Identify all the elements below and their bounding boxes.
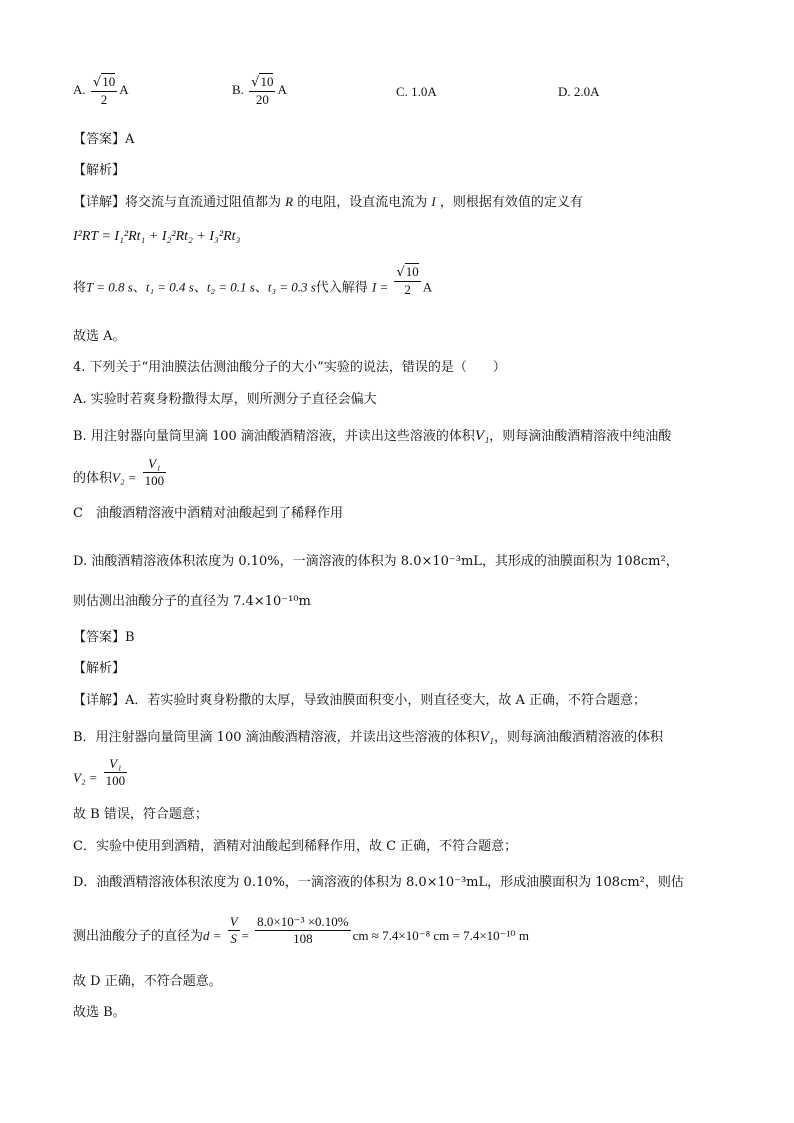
detail-text: ，则每滴油酸酒精溶液的体积 <box>494 730 664 745</box>
result-fraction: $\frac{√10}{2}$ <box>396 264 419 297</box>
q4-option-a: A. 实验时若爽身粉撒得太厚，则所测分子直径会偏大 <box>73 392 377 407</box>
detail-c-q4: C．实验中使用到酒精，酒精对油酸起到稀释作用，故 C 正确，不符合题意； <box>73 839 518 854</box>
option-a-q3 <box>73 74 129 108</box>
numerator: 8.0×10⁻³ ×0.10% <box>257 914 349 929</box>
option-text: 的体积 <box>73 471 113 486</box>
symbol-v1: V₁ <box>479 729 495 745</box>
denominator: 2 <box>404 282 411 297</box>
numerator: V₁ <box>104 756 128 773</box>
option-c-q3: C. 1.0A <box>396 84 437 99</box>
separator: 、 <box>193 280 207 296</box>
fraction <box>104 756 128 789</box>
separator: 、 <box>254 280 268 296</box>
numerator: 10 <box>260 74 274 89</box>
detail-text: ，则根据有效值的定义有 <box>439 195 583 210</box>
value-t: T = 0.8 s <box>86 279 133 295</box>
denominator: 100 <box>144 473 165 488</box>
value-t1: t₁ = 0.4 s <box>145 279 194 295</box>
sub-text: 将 <box>73 280 87 296</box>
detail-b-formula-q4 <box>73 756 129 789</box>
option-text: ，则每滴油酸酒精溶液中纯油酸 <box>489 429 672 444</box>
denominator: 20 <box>255 92 269 107</box>
detail-q3 <box>73 193 583 212</box>
q4-option-b <box>73 427 671 446</box>
question-4-stem: 4. 下列关于“用油膜法估测油酸分子的大小”实验的说法，错误的是（ ） <box>73 360 506 375</box>
q4-option-d-cont: 则估测出油酸分子的直径为 7.4×10⁻¹⁰m <box>73 594 311 609</box>
fraction-vs <box>228 914 240 947</box>
fraction: $\frac{√10}{2}$ <box>92 74 116 107</box>
q4-option-c: C 油酸酒精溶液中酒精对油酸起到了稀释作用 <box>73 506 343 521</box>
option-label: B. <box>232 81 244 97</box>
detail-a-q4: 【详解】A．若实验时爽身粉撒的太厚，导致油膜面积变小，则直径变大，故 A 正确，不符合题意； <box>73 693 647 708</box>
substitution-q3 <box>73 264 433 298</box>
denominator: S <box>230 931 237 946</box>
numerator: V <box>229 914 238 929</box>
detail-d-conclusion-q4: 故 D 正确，不符合题意。 <box>73 974 222 989</box>
denominator: 100 <box>105 773 126 788</box>
unit: A <box>277 81 287 97</box>
value-t2: t₂ = 0.1 s <box>206 279 255 295</box>
detail-text: 【详解】将交流与直流通过阻值都为 <box>73 195 282 210</box>
value-t3: t₃ = 0.3 s <box>267 279 316 295</box>
option-text: B. 用注射器向量筒里滴 100 滴油酸酒精溶液，并读出这些溶液的体积 <box>73 429 475 444</box>
answer-q3: 【答案】A <box>73 132 135 147</box>
symbol-v1: V₁ <box>474 428 490 444</box>
conclusion-q4: 故选 B。 <box>73 1005 126 1020</box>
q4-option-b-cont <box>73 456 168 489</box>
detail-d-formula-q4 <box>73 914 530 947</box>
unit: A <box>119 81 129 97</box>
symbol-v2: V₂ = <box>73 770 98 785</box>
option-d-q3: D. 2.0A <box>558 84 600 99</box>
detail-text: B．用注射器向量筒里滴 100 滴油酸酒精溶液，并读出这些溶液的体积 <box>73 730 480 745</box>
numerator: V₁ <box>143 456 167 473</box>
fraction-value <box>255 914 351 947</box>
detail-b-conclusion-q4: 故 B 错误，符合题意； <box>73 807 208 822</box>
numerator: 10 <box>405 264 419 279</box>
option-b-q3 <box>232 74 287 108</box>
fraction: $\frac{√10}{20}$ <box>251 74 274 107</box>
symbol-i: I <box>431 194 436 209</box>
analysis-heading-q3: 【解析】 <box>73 163 126 178</box>
conclusion-q3: 故选 A。 <box>73 329 126 344</box>
equation-q3: I²RT = I₁²Rt₁ + I₂²Rt₂ + I₃²Rt₃ <box>73 229 241 244</box>
detail-d-q4: D．油酸酒精溶液体积浓度为 0.10%，一滴溶液的体积为 8.0×10⁻³mL，形成油膜面积为 108cm²，则估 <box>73 875 684 890</box>
denominator: 108 <box>293 931 313 946</box>
equals: = <box>241 928 249 943</box>
numerator: 10 <box>102 74 116 89</box>
unit: A <box>422 279 433 295</box>
symbol-r: R <box>285 194 294 209</box>
symbol-d: d = <box>203 928 222 943</box>
analysis-heading-q4: 【解析】 <box>73 661 126 676</box>
q4-option-d: D. 油酸酒精溶液体积浓度为 0.10%，一滴溶液的体积为 8.0×10⁻³mL，其形成的油膜面积为 108cm²， <box>73 554 679 569</box>
fraction <box>143 456 167 489</box>
result-lhs: I = <box>371 279 389 295</box>
answer-q4: 【答案】B <box>73 630 135 645</box>
detail-text: 测出油酸分子的直径为 <box>73 929 204 944</box>
sub-text: 代入解得 <box>315 280 368 296</box>
detail-b-q4 <box>73 728 663 747</box>
denominator: 2 <box>100 92 108 107</box>
detail-text: 的电阻，设直流电流为 <box>297 195 428 210</box>
symbol-v2: V₂ = <box>112 470 137 485</box>
separator: 、 <box>132 280 146 296</box>
result: cm ≈ 7.4×10⁻⁸ cm = 7.4×10⁻¹⁰ m <box>352 928 530 943</box>
option-label: A. <box>73 81 86 97</box>
